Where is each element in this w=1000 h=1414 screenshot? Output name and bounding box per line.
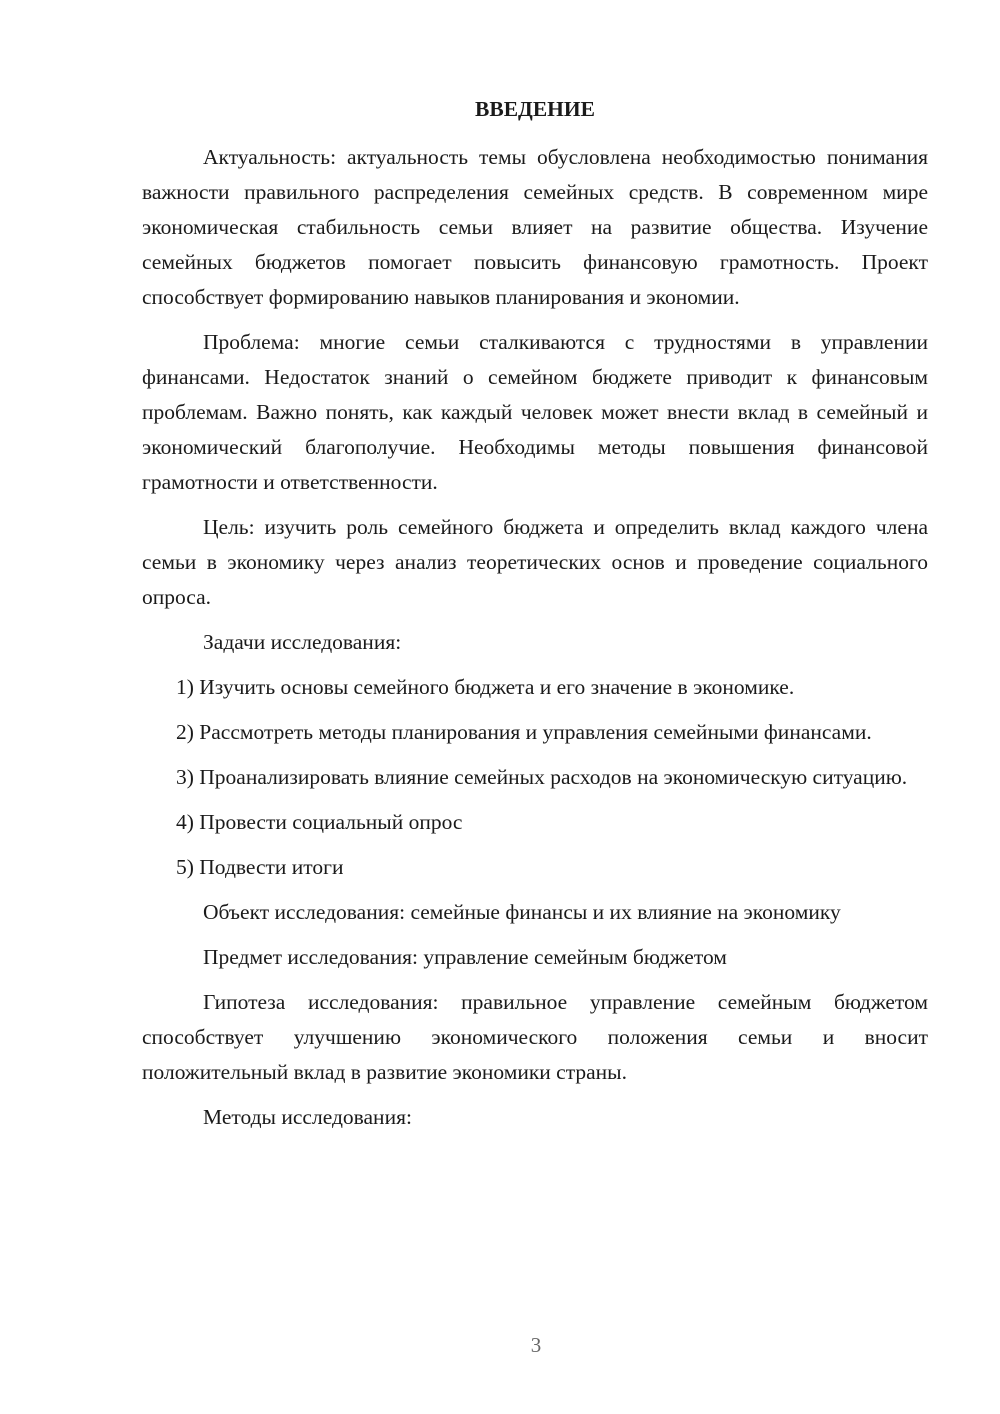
task-item-1: 1) Изучить основы семейного бюджета и его значение в экономике.	[176, 675, 795, 699]
paragraph-hypothesis: Гипотеза исследования: правильное управление семейным бюджетом способствует улучшению экономического положения семьи и вносит положительный вклад в развитие экономики страны.	[142, 990, 928, 1084]
task-item-2: 2) Рассмотреть методы планирования и управления семейными финансами.	[176, 720, 872, 744]
task-item-3: 3) Проанализировать влияние семейных расходов на экономическую ситуацию.	[176, 765, 908, 789]
paragraph-relevance: Актуальность: актуальность темы обусловлена необходимостью понимания важности правильного распределения семейных средств. В современном мире экономическая стабильность семьи влияет на развитие общества. Изучение семейных бюджетов помогает повысить финансовую грамотность. Проект способствует формированию навыков планирования и экономии.	[142, 145, 928, 309]
paragraph-object: Объект исследования: семейные финансы и их влияние на экономику	[203, 900, 841, 924]
document-page	[142, 92, 928, 1145]
paragraph-subject: Предмет исследования: управление семейным бюджетом	[203, 945, 727, 969]
methods-heading: Методы исследования:	[203, 1105, 412, 1129]
page-number: 3	[530, 1333, 542, 1357]
tasks-heading: Задачи исследования:	[203, 630, 402, 654]
task-item-4: 4) Провести социальный опрос	[176, 810, 463, 834]
paragraph-problem: Проблема: многие семьи сталкиваются с трудностями в управлении финансами. Недостаток знаний о семейном бюджете приводит к финансовым проблемам. Важно понять, как каждый человек может внести вклад в семейный и экономический благополучие. Необходимы методы повышения финансовой грамотности и ответственности.	[142, 330, 928, 494]
paragraph-goal: Цель: изучить роль семейного бюджета и определить вклад каждого члена семьи в экономику через анализ теоретических основ и проведение социального опроса.	[142, 515, 928, 609]
task-item-5: 5) Подвести итоги	[176, 855, 344, 879]
section-title: ВВЕДЕНИЕ	[475, 97, 595, 121]
